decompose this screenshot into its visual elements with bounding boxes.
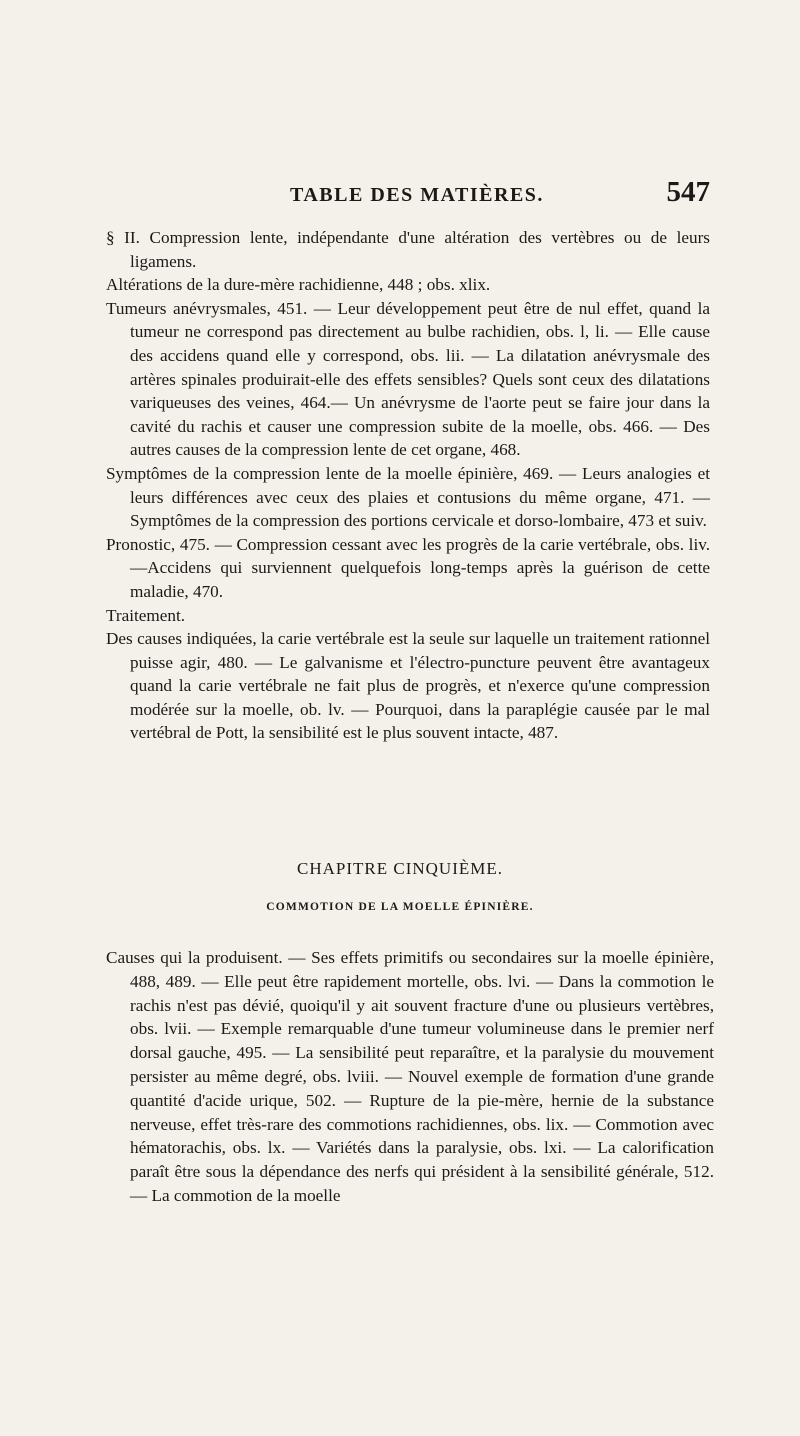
toc-entry: Symptômes de la compression lente de la moelle épinière, 469. — Leurs analogies et leurs différences avec ceux des plaies et contusions du même organe, 471. — Symptômes de la compression des portions cervicale et dorso-lombaire, 473 et suiv. <box>106 463 710 531</box>
toc-entry: Des causes indiquées, la carie vertébrale est la seule sur laquelle un traitement rationnel puisse agir, 480. — Le galvanisme et l'électro-puncture peuvent être avantageux quand la carie vertébrale ne fait plus de progrès, et n'exerce qu'une compression modérée sur la moelle, ob. lv. — Pourquoi, dans la paraplégie causée par le mal vertébral de Pott, la sensibilité est le plus souvent intacte, 487. <box>106 629 710 743</box>
section-heading: § II. Compression lente, indépendante d'une altération des vertèbres ou de leurs ligamens. <box>106 228 710 271</box>
toc-entry: Tumeurs anévrysmales, 451. — Leur développement peut être de nul effet, quand la tumeur ne correspond pas directement au bulbe rachidien, obs. l, li. — Elle cause des accidens quand elle y correspond, obs. lii. — La dilatation anévrysmale des artères spinales produirait-elle des effets sensibles? Quels sont ceux des dilatations variqueuses des veines, 464.— Un anévrysme de l'aorte peut se faire jour dans la cavité du rachis et causer une compression subite de la moelle, obs. 466. — Des autres causes de la compression lente de cet organe, 468. <box>106 298 710 460</box>
chapter-body <box>106 946 714 1208</box>
toc-entry: Causes qui la produisent. — Ses effets primitifs ou secondaires sur la moelle épinière, 488, 489. — Elle peut être rapidement mortelle, obs. lvi. — Dans la commotion le rachis n'est pas dévié, quoiqu'il y ait souvent fracture d'une ou plusieurs vertèbres, obs. lvii. — Exemple remarquable d'une tumeur volumineuse dans le premier nerf dorsal gauche, 495. — La sensibilité peut reparaître, et la paralysie du mouvement persister au même degré, obs. lviii. — Nouvel exemple de formation d'une grande quantité d'acide urique, 502. — Rupture de la pie-mère, hernie de la substance nerveuse, effet très-rare des commotions rachidiennes, obs. lix. — Commotion avec hématorachis, obs. lx. — Variétés dans la paralysie, obs. lxi. — La calorification paraît être sous la dépendance des nerfs qui président à la sensibilité générale, 512. — La commotion de la moelle <box>106 948 714 1205</box>
page-number: 547 <box>666 176 710 208</box>
toc-entry: Pronostic, 475. — Compression cessant avec les progrès de la carie vertébrale, obs. liv.—Accidens qui surviennent quelquefois long-temps après la guérison de cette maladie, 470. <box>106 534 710 601</box>
chapter-subtitle: COMMOTION DE LA MOELLE ÉPINIÈRE. <box>266 901 534 913</box>
table-of-contents-section <box>106 226 710 745</box>
chapter-title: CHAPITRE CINQUIÈME. <box>297 859 503 878</box>
running-title: TABLE DES MATIÈRES. <box>290 184 544 206</box>
running-head <box>290 176 710 209</box>
toc-entry: Altérations de la dure-mère rachidienne, 448 ; obs. xlix. <box>106 275 491 295</box>
toc-entry: Traitement. <box>106 605 186 625</box>
